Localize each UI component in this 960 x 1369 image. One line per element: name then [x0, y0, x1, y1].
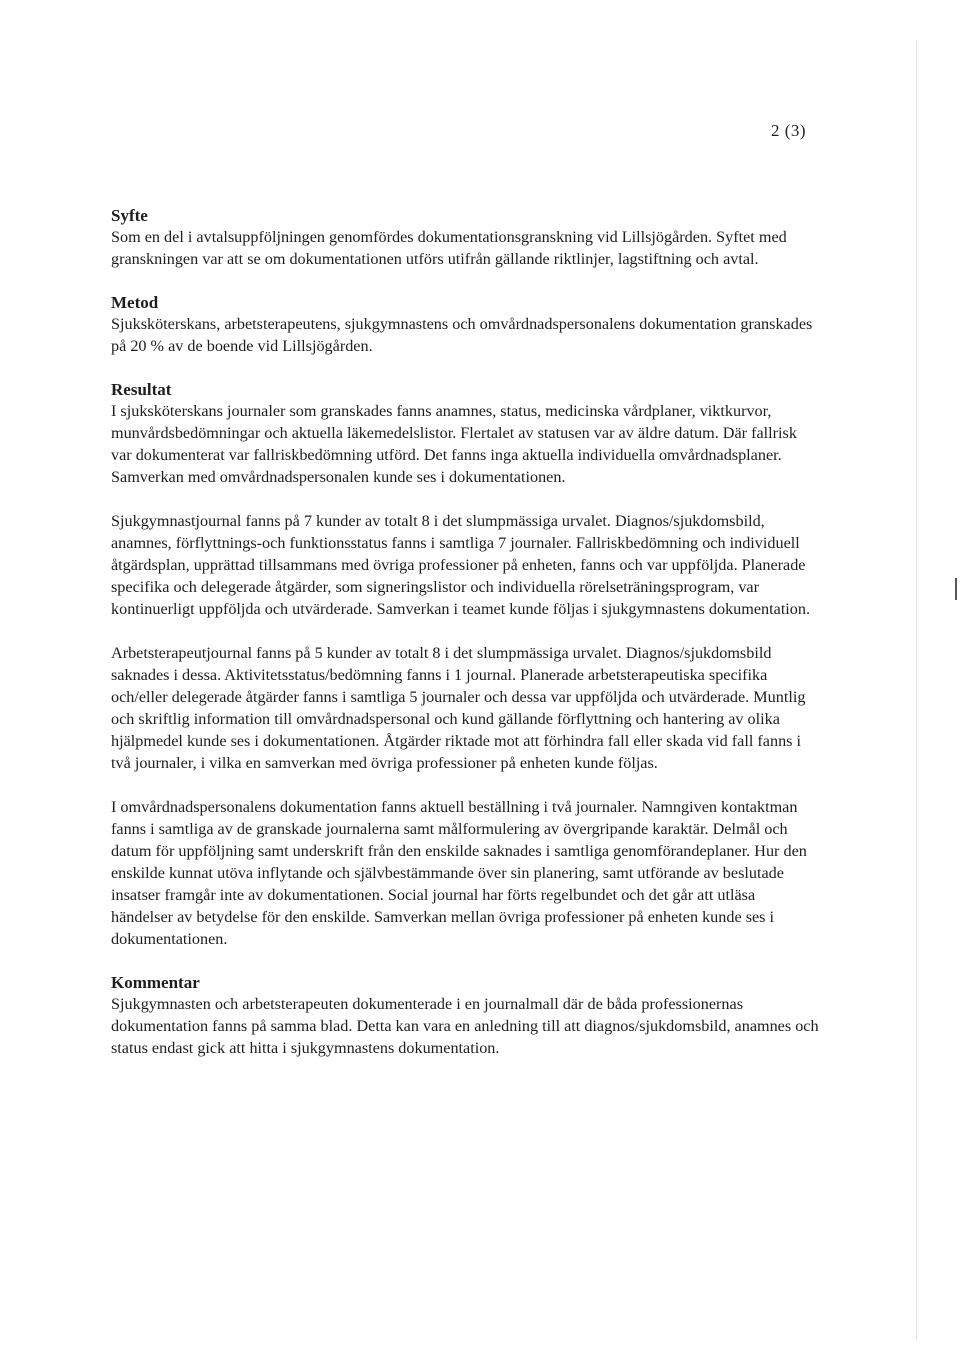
section-heading-metod: Metod [111, 293, 159, 312]
section-metod [111, 292, 821, 357]
section-kommentar [111, 972, 821, 1059]
paragraph: Sjukgymnasten och arbetsterapeuten dokumenterade i en journalmall där de båda professionernas dokumentation fanns på samma blad. Detta kan vara en anledning till att diagnos/sjukdomsbild, anamnes och status endast gick att hitta i sjukgymnastens dokumentation. [111, 995, 819, 1057]
scan-edge-mark [955, 578, 957, 600]
section-syfte [111, 205, 821, 270]
paragraph: I sjuksköterskans journaler som granskades fanns anamnes, status, medicinska vårdplaner, viktkurvor, munvårdsbedömningar och aktuella läkemedelslistor. Flertalet av statusen var av äldre datum. Där fallrisk var dokumenterat var fallriskbedömning utförd. Det fanns inga aktuella individuella omvårdnadsplaner. Samverkan med omvårdnadspersonalen kunde ses i dokumentationen. [111, 402, 797, 486]
page-number: 2 (3) [771, 121, 807, 140]
paragraph: Sjuksköterskans, arbetsterapeutens, sjukgymnastens och omvårdnadspersonalens dokumentation granskades på 20 % av de boende vid Lillsjögården. [111, 315, 813, 355]
paragraph: Sjukgymnastjournal fanns på 7 kunder av totalt 8 i det slumpmässiga urvalet. Diagnos/sjukdomsbild, anamnes, förflyttnings-och funktionsstatus fanns i samtliga 7 journaler. Fallriskbedömning och individuell åtgärdsplan, upprättad tillsammans med övriga professioner på enheten, fanns och var uppföljda. Planerade specifika och delegerade åtgärder, som signeringslistor och individuella rörelseträningsprogram, var kontinuerligt uppföljda och utvärderade. Samverkan i teamet kunde följas i sjukgymnastens dokumentation. [111, 512, 811, 618]
paragraph: Som en del i avtalsuppföljningen genomfördes dokumentationsgranskning vid Lillsjögården. Syftet med granskningen var att se om dokumentationen utförs utifrån gällande riktlinjer, lagstiftning och avtal. [111, 228, 787, 268]
section-heading-resultat: Resultat [111, 380, 172, 399]
paragraph: Arbetsterapeutjournal fanns på 5 kunder av totalt 8 i det slumpmässiga urvalet. Diagnos/sjukdomsbild saknades i dessa. Aktivitetsstatus/bedömning fanns i 1 journal. Planerade arbetsterapeutiska specifika och/eller delegerade åtgärder fanns i samtliga 5 journaler och dessa var uppföljda och utvärderade. Muntlig och skriftlig information till omvårdnadspersonal och kund gällande förflyttning och hantering av olika hjälpmedel kunde ses i dokumentationen. Åtgärder riktade mot att förhindra fall eller skada vid fall fanns i två journaler, i vilka en samverkan med övriga professioner på enheten kunde följas. [111, 644, 806, 772]
paragraph: I omvårdnadspersonalens dokumentation fanns aktuell beställning i två journaler. Namngiven kontaktman fanns i samtliga av de granskade journalerna samt målformulering av övergripande karaktär. Delmål och datum för uppföljning samt underskrift från den enskilde saknades i samtliga genomförandeplaner. Hur den enskilde kunnat utöva inflytande och självbestämmande över sin planering, samt utförande av beslutade insatser framgår inte av dokumentationen. Social journal har förts regelbundet och det går att utläsa händelser av betydelse för den enskilde. Samverkan mellan övriga professioner på enheten kunde ses i dokumentationen. [111, 798, 807, 948]
scan-edge-line [916, 40, 917, 1340]
section-heading-kommentar: Kommentar [111, 973, 200, 992]
section-resultat [111, 379, 821, 950]
document-body [111, 205, 821, 1059]
section-heading-syfte: Syfte [111, 206, 148, 225]
